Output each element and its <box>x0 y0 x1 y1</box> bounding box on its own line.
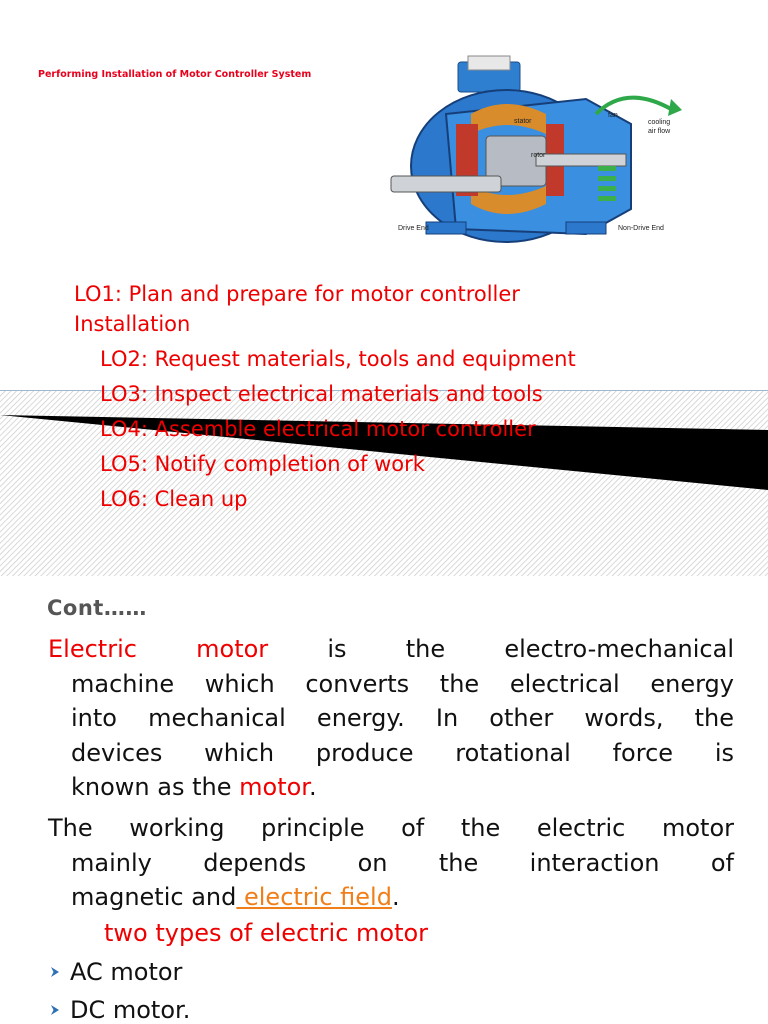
lo1-line2: Installation <box>74 312 191 336</box>
slide-2 <box>0 576 768 1024</box>
lo1-line1: LO1: Plan and prepare for motor controller <box>74 282 520 306</box>
label-air-flow: air flow <box>648 128 671 135</box>
principle-line-1: The working principle of the electric motor <box>48 814 734 842</box>
label-non-drive-end: Non-Drive End <box>618 225 664 232</box>
principle-line-2: mainly depends on the interaction of <box>71 848 734 877</box>
lo2-item: LO2: Request materials, tools and equipment <box>100 347 576 371</box>
arrow-bullet-icon <box>48 1003 62 1017</box>
slide-title: Performing Installation of Motor Controller System <box>38 69 312 80</box>
bullet-text-ac: AC motor <box>70 958 183 986</box>
motor-cutaway-image <box>386 54 686 264</box>
lo3-item: LO3: Inspect electrical materials and tools <box>100 382 543 406</box>
principle-period: . <box>391 883 400 911</box>
label-rotor: rotor <box>531 152 546 159</box>
bullet-ac-motor <box>48 958 182 986</box>
bullet-text-dc: DC motor. <box>70 996 191 1024</box>
label-drive-end: Drive End <box>398 225 429 232</box>
term-electric: Electric <box>48 635 137 663</box>
cont-heading: Cont…… <box>47 596 147 620</box>
label-fan: fan <box>608 112 618 119</box>
label-cooling: cooling <box>648 119 671 126</box>
bullet-dc-motor <box>48 996 190 1024</box>
types-heading: two types of electric motor <box>104 919 429 947</box>
word-the: the <box>405 635 446 663</box>
line5-text: known as the <box>71 773 240 801</box>
word-is: is <box>327 635 347 663</box>
principle-line-3 <box>48 880 734 915</box>
term-motor-red: motor <box>239 773 309 801</box>
definition-line-5 <box>48 770 734 805</box>
definition-line-3: into mechanical energy. In other words, the <box>71 704 734 732</box>
electric-field-link[interactable]: electric field <box>236 883 392 911</box>
lo4-item: LO4: Assemble electrical motor controller <box>100 417 536 441</box>
line5-period: . <box>308 773 317 801</box>
arrow-bullet-icon <box>48 965 62 979</box>
paragraph-definition <box>48 632 734 805</box>
lo5-item: LO5: Notify completion of work <box>100 452 425 476</box>
term-motor: motor <box>196 635 269 663</box>
principle-text: magnetic and <box>71 883 237 911</box>
word-electro-mechanical: electro-mechanical <box>504 635 734 663</box>
definition-line-4: devices which produce rotational force is <box>71 738 734 767</box>
definition-line-2: machine which converts the electrical energy <box>71 669 734 698</box>
lo6-item: LO6: Clean up <box>100 487 248 511</box>
label-stator: stator <box>514 118 532 125</box>
definition-line-1 <box>48 632 734 667</box>
paragraph-working-principle <box>48 811 734 915</box>
